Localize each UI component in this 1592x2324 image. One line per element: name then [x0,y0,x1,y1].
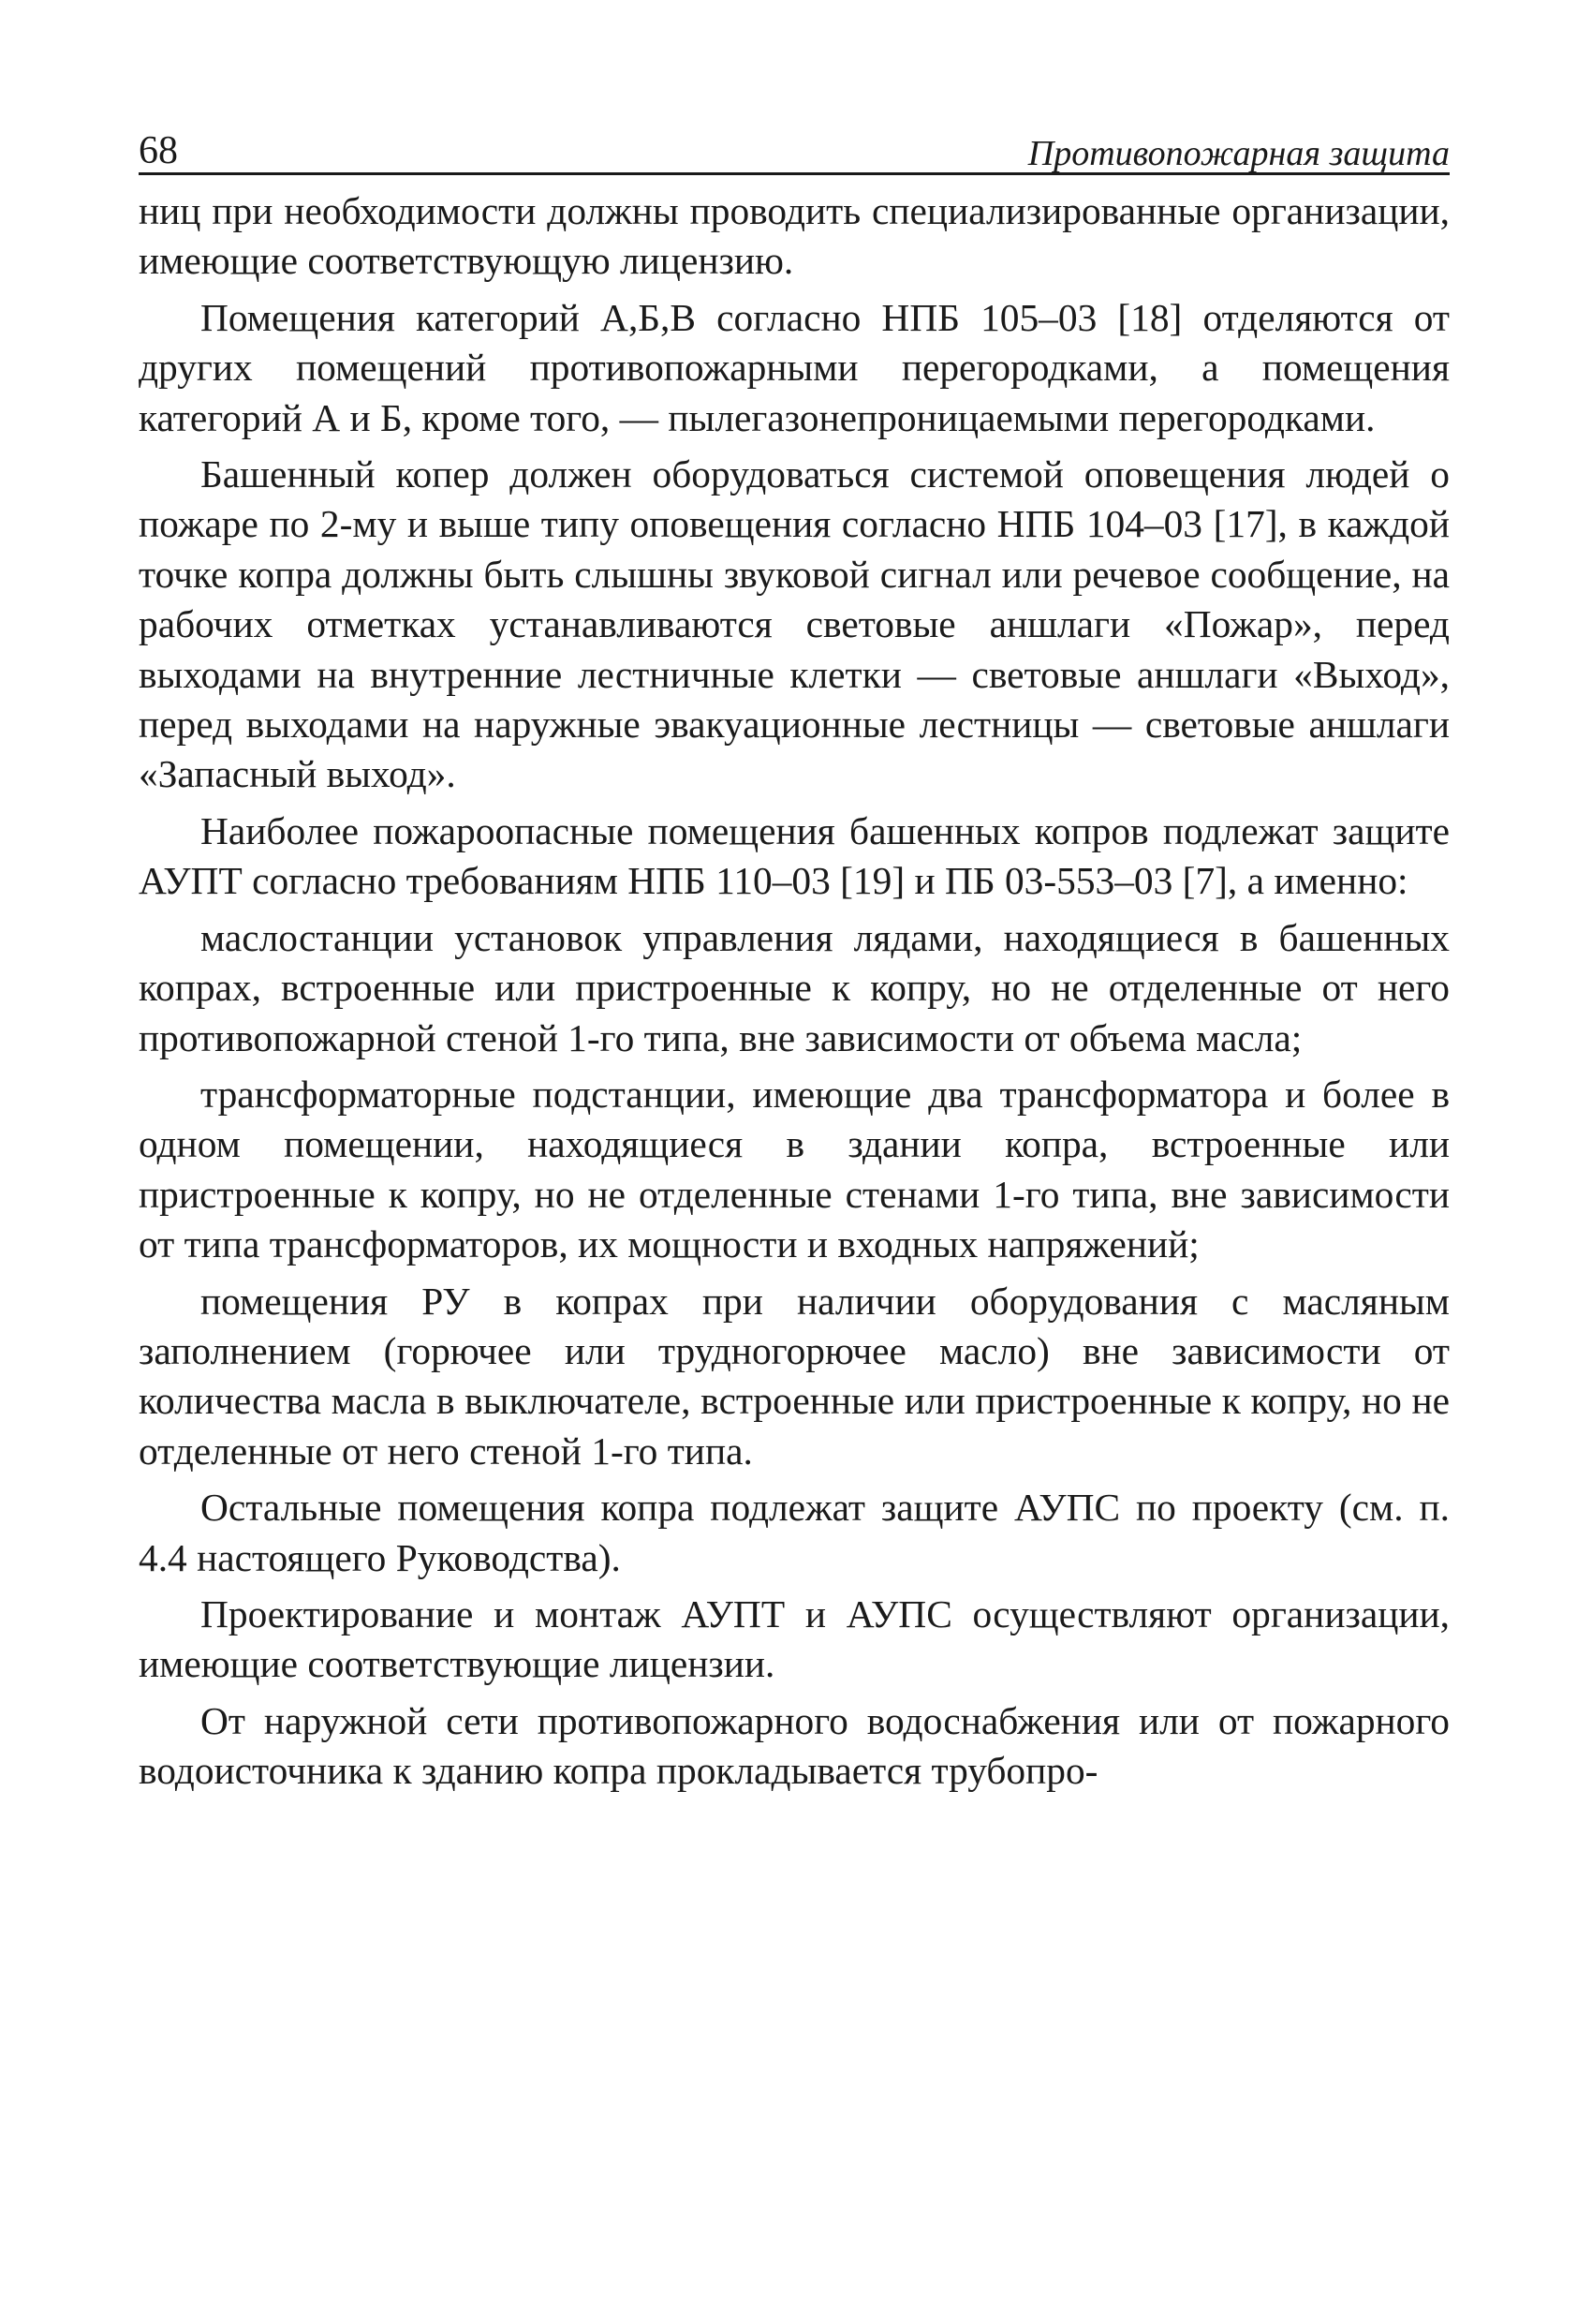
paragraph-alarm-system: Башенный копер должен оборудоваться системой оповещения людей о пожаре по 2-му и выше типу оповещения согласно НПБ 104–03 [17], в каждой точке копра должны быть слышны звуковой сигнал или речевое сообщение, на рабочих отметках устанавливаются световые аншлаги «Пожар», перед выходами на внутренние лестничные клетки — световые аншлаги «Выход», перед выходами на наружные эвакуационные лестницы — световые аншлаги «Запасный выход». [139,452,1450,796]
list-item-transformer-substations: трансформаторные подстанции, имеющие два трансформатора и более в одном помещении, находящиеся в здании копра, встроенные или пристроенные к копру, но не отделенные стенами 1-го типа, вне зависимости от типа трансформаторов, их мощности и входных напряжений; [139,1072,1450,1266]
paragraph-water-supply: От наружной сети противопожарного водоснабжения или от пожарного водоисточника к зданию копра прокладывается трубопро- [139,1698,1450,1793]
list-item-switchgear-rooms: помещения РУ в копрах при наличии оборудования с масляным заполнением (горючее или трудногорючее масло) вне зависимости от количества масла в выключателе, встроенные или пристроенные к копру, но не отделенные от него стеной 1-го типа. [139,1279,1450,1473]
paragraph-continuation: ниц при необходимости должны проводить специализированные организации, имеющие соответствующую лицензию. [139,189,1450,283]
list-item-oil-stations: маслостанции установок управления лядами, находящиеся в башенных копрах, встроенные или пристроенные к копру, но не отделенные от него противопожарной стеной 1-го типа, вне зависимости от объема масла; [139,915,1450,1059]
paragraph-fire-protection-intro: Наиболее пожароопасные помещения башенных копров подлежат защите АУПТ согласно требованиям НПБ 110–03 [19] и ПБ 03-553–03 [7], а именно: [139,808,1450,903]
book-page [139,129,1450,1797]
running-header [139,129,1450,175]
paragraph-categories: Помещения категорий А,Б,В согласно НПБ 105–03 [18] отделяются от других помещений противопожарными перегородками, а помещения категорий А и Б, кроме того, — пылегазонепроницаемыми перегородками. [139,295,1450,439]
page-number: 68 [139,129,178,172]
paragraph-other-rooms: Остальные помещения копра подлежат защите АУПС по проекту (см. п. 4.4 настоящего Руководства). [139,1486,1450,1579]
paragraph-design-installation: Проектирование и монтаж АУПТ и АУПС осуществляют организации, имеющие соответствующие лицензии. [139,1591,1450,1686]
body-text [139,186,1450,1797]
section-title: Противопожарная защита [1027,134,1450,173]
